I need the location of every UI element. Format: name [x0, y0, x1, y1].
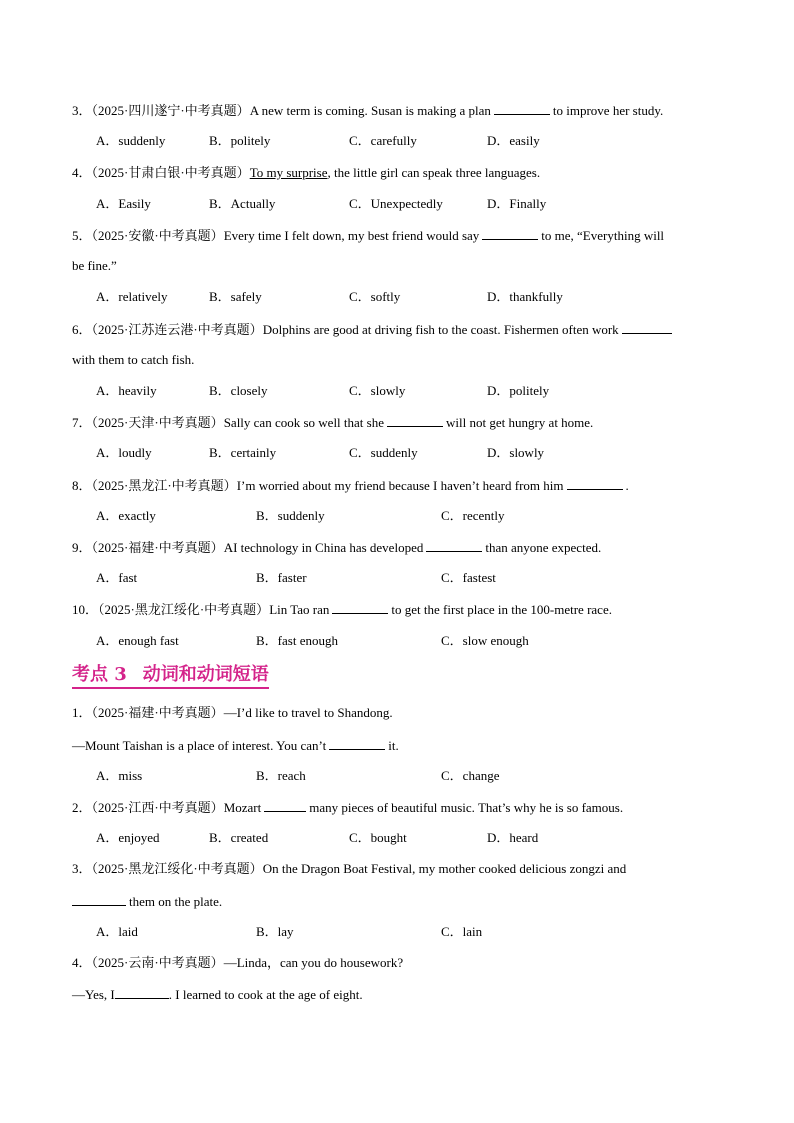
section-heading	[72, 664, 269, 689]
question-3-verbs: 3．（2025·黑龙江绥化·中考真题）On the Dragon Boat Festival, my mother cooked delicious zongzi and	[72, 861, 627, 876]
section-title: 动词和动词短语	[142, 664, 269, 685]
question-1-continuation: —Mount Taishan is a place of interest. You can’t it.	[72, 738, 399, 753]
question-3-continuation: them on the plate.	[72, 893, 222, 910]
answer-blank[interactable]	[115, 986, 169, 999]
option-d[interactable]: D．easily	[487, 133, 540, 148]
option-c[interactable]: C．recently	[441, 508, 505, 523]
option-a[interactable]: A．miss	[96, 768, 143, 783]
option-c[interactable]: C．bought	[349, 830, 407, 845]
option-b[interactable]: B．reach	[256, 768, 306, 783]
option-c[interactable]: C．change	[441, 768, 500, 783]
option-b[interactable]: B．created	[209, 830, 269, 845]
question-6-continuation: with them to catch fish.	[72, 352, 195, 367]
answer-blank[interactable]	[329, 737, 385, 750]
question-5: 5．（2025·安徽·中考真题）Every time I felt down, my best friend would say to me, “Everything will	[72, 228, 665, 243]
option-a[interactable]: A．enjoyed	[96, 830, 160, 845]
answer-blank[interactable]	[264, 799, 306, 812]
option-c[interactable]: C．fastest	[441, 570, 496, 585]
answer-blank[interactable]	[494, 102, 550, 115]
question-5-continuation: be fine.”	[72, 258, 117, 273]
option-a[interactable]: A．Easily	[96, 196, 151, 211]
option-b[interactable]: B．closely	[209, 383, 268, 398]
option-c[interactable]: C．suddenly	[349, 445, 418, 460]
option-a[interactable]: A．loudly	[96, 445, 152, 460]
option-b[interactable]: B．faster	[256, 570, 307, 585]
answer-blank[interactable]	[622, 321, 672, 334]
option-c[interactable]: C．lain	[441, 924, 483, 939]
question-1: 1．（2025·福建·中考真题）—I’d like to travel to Shandong.	[72, 705, 393, 720]
option-c[interactable]: C．slow enough	[441, 633, 529, 648]
question-10: 10．（2025·黑龙江绥化·中考真题）Lin Tao ran to get the first place in the 100-metre race.	[72, 602, 612, 617]
answer-blank[interactable]	[332, 601, 388, 614]
option-b[interactable]: B．safely	[209, 289, 262, 304]
option-d[interactable]: D．slowly	[487, 445, 545, 460]
answer-blank[interactable]	[387, 414, 443, 427]
option-c[interactable]: C．slowly	[349, 383, 406, 398]
option-b[interactable]: B．suddenly	[256, 508, 325, 523]
option-c[interactable]: C．softly	[349, 289, 401, 304]
option-d[interactable]: D．heard	[487, 830, 539, 845]
option-d[interactable]: D．thankfully	[487, 289, 563, 304]
option-d[interactable]: D．Finally	[487, 196, 547, 211]
option-a[interactable]: A．laid	[96, 924, 138, 939]
question-6: 6．（2025·江苏连云港·中考真题）Dolphins are good at driving fish to the coast. Fishermen often work	[72, 321, 675, 338]
option-b[interactable]: B．Actually	[209, 196, 276, 211]
question-4: 4．（2025·甘肃白银·中考真题）To my surprise, the little girl can speak three languages.	[72, 165, 541, 180]
question-3: 3．（2025·四川遂宁·中考真题）A new term is coming. Susan is making a plan to improve her study.	[72, 103, 664, 118]
question-7: 7．（2025·天津·中考真题）Sally can cook so well that she will not get hungry at home.	[72, 415, 594, 430]
answer-blank[interactable]	[72, 893, 126, 906]
question-2: 2．（2025·江西·中考真题）Mozart many pieces of beautiful music. That’s why he is so famous.	[72, 800, 624, 815]
option-a[interactable]: A．fast	[96, 570, 138, 585]
answer-blank[interactable]	[482, 227, 538, 240]
option-b[interactable]: B．fast enough	[256, 633, 338, 648]
question-4-continuation: —Yes, I . I learned to cook at the age of eight.	[72, 987, 363, 1002]
option-a[interactable]: A．suddenly	[96, 133, 166, 148]
option-a[interactable]: A．exactly	[96, 508, 156, 523]
option-b[interactable]: B．lay	[256, 924, 294, 939]
answer-blank[interactable]	[567, 477, 623, 490]
section-label: 考点 3	[72, 664, 127, 685]
answer-blank[interactable]	[426, 539, 482, 552]
question-4-verbs: 4．（2025·云南·中考真题）—Linda，can you do housework?	[72, 955, 404, 970]
option-c[interactable]: C．carefully	[349, 133, 417, 148]
question-8: 8．（2025·黑龙江·中考真题）I’m worried about my friend because I haven’t heard from him .	[72, 478, 629, 493]
option-c[interactable]: C．Unexpectedly	[349, 196, 443, 211]
option-b[interactable]: B．certainly	[209, 445, 277, 460]
option-a[interactable]: A．relatively	[96, 289, 168, 304]
option-a[interactable]: A．heavily	[96, 383, 157, 398]
question-9: 9．（2025·福建·中考真题）AI technology in China has developed than anyone expected.	[72, 540, 602, 555]
option-a[interactable]: A．enough fast	[96, 633, 179, 648]
option-d[interactable]: D．politely	[487, 383, 550, 398]
option-b[interactable]: B．politely	[209, 133, 271, 148]
